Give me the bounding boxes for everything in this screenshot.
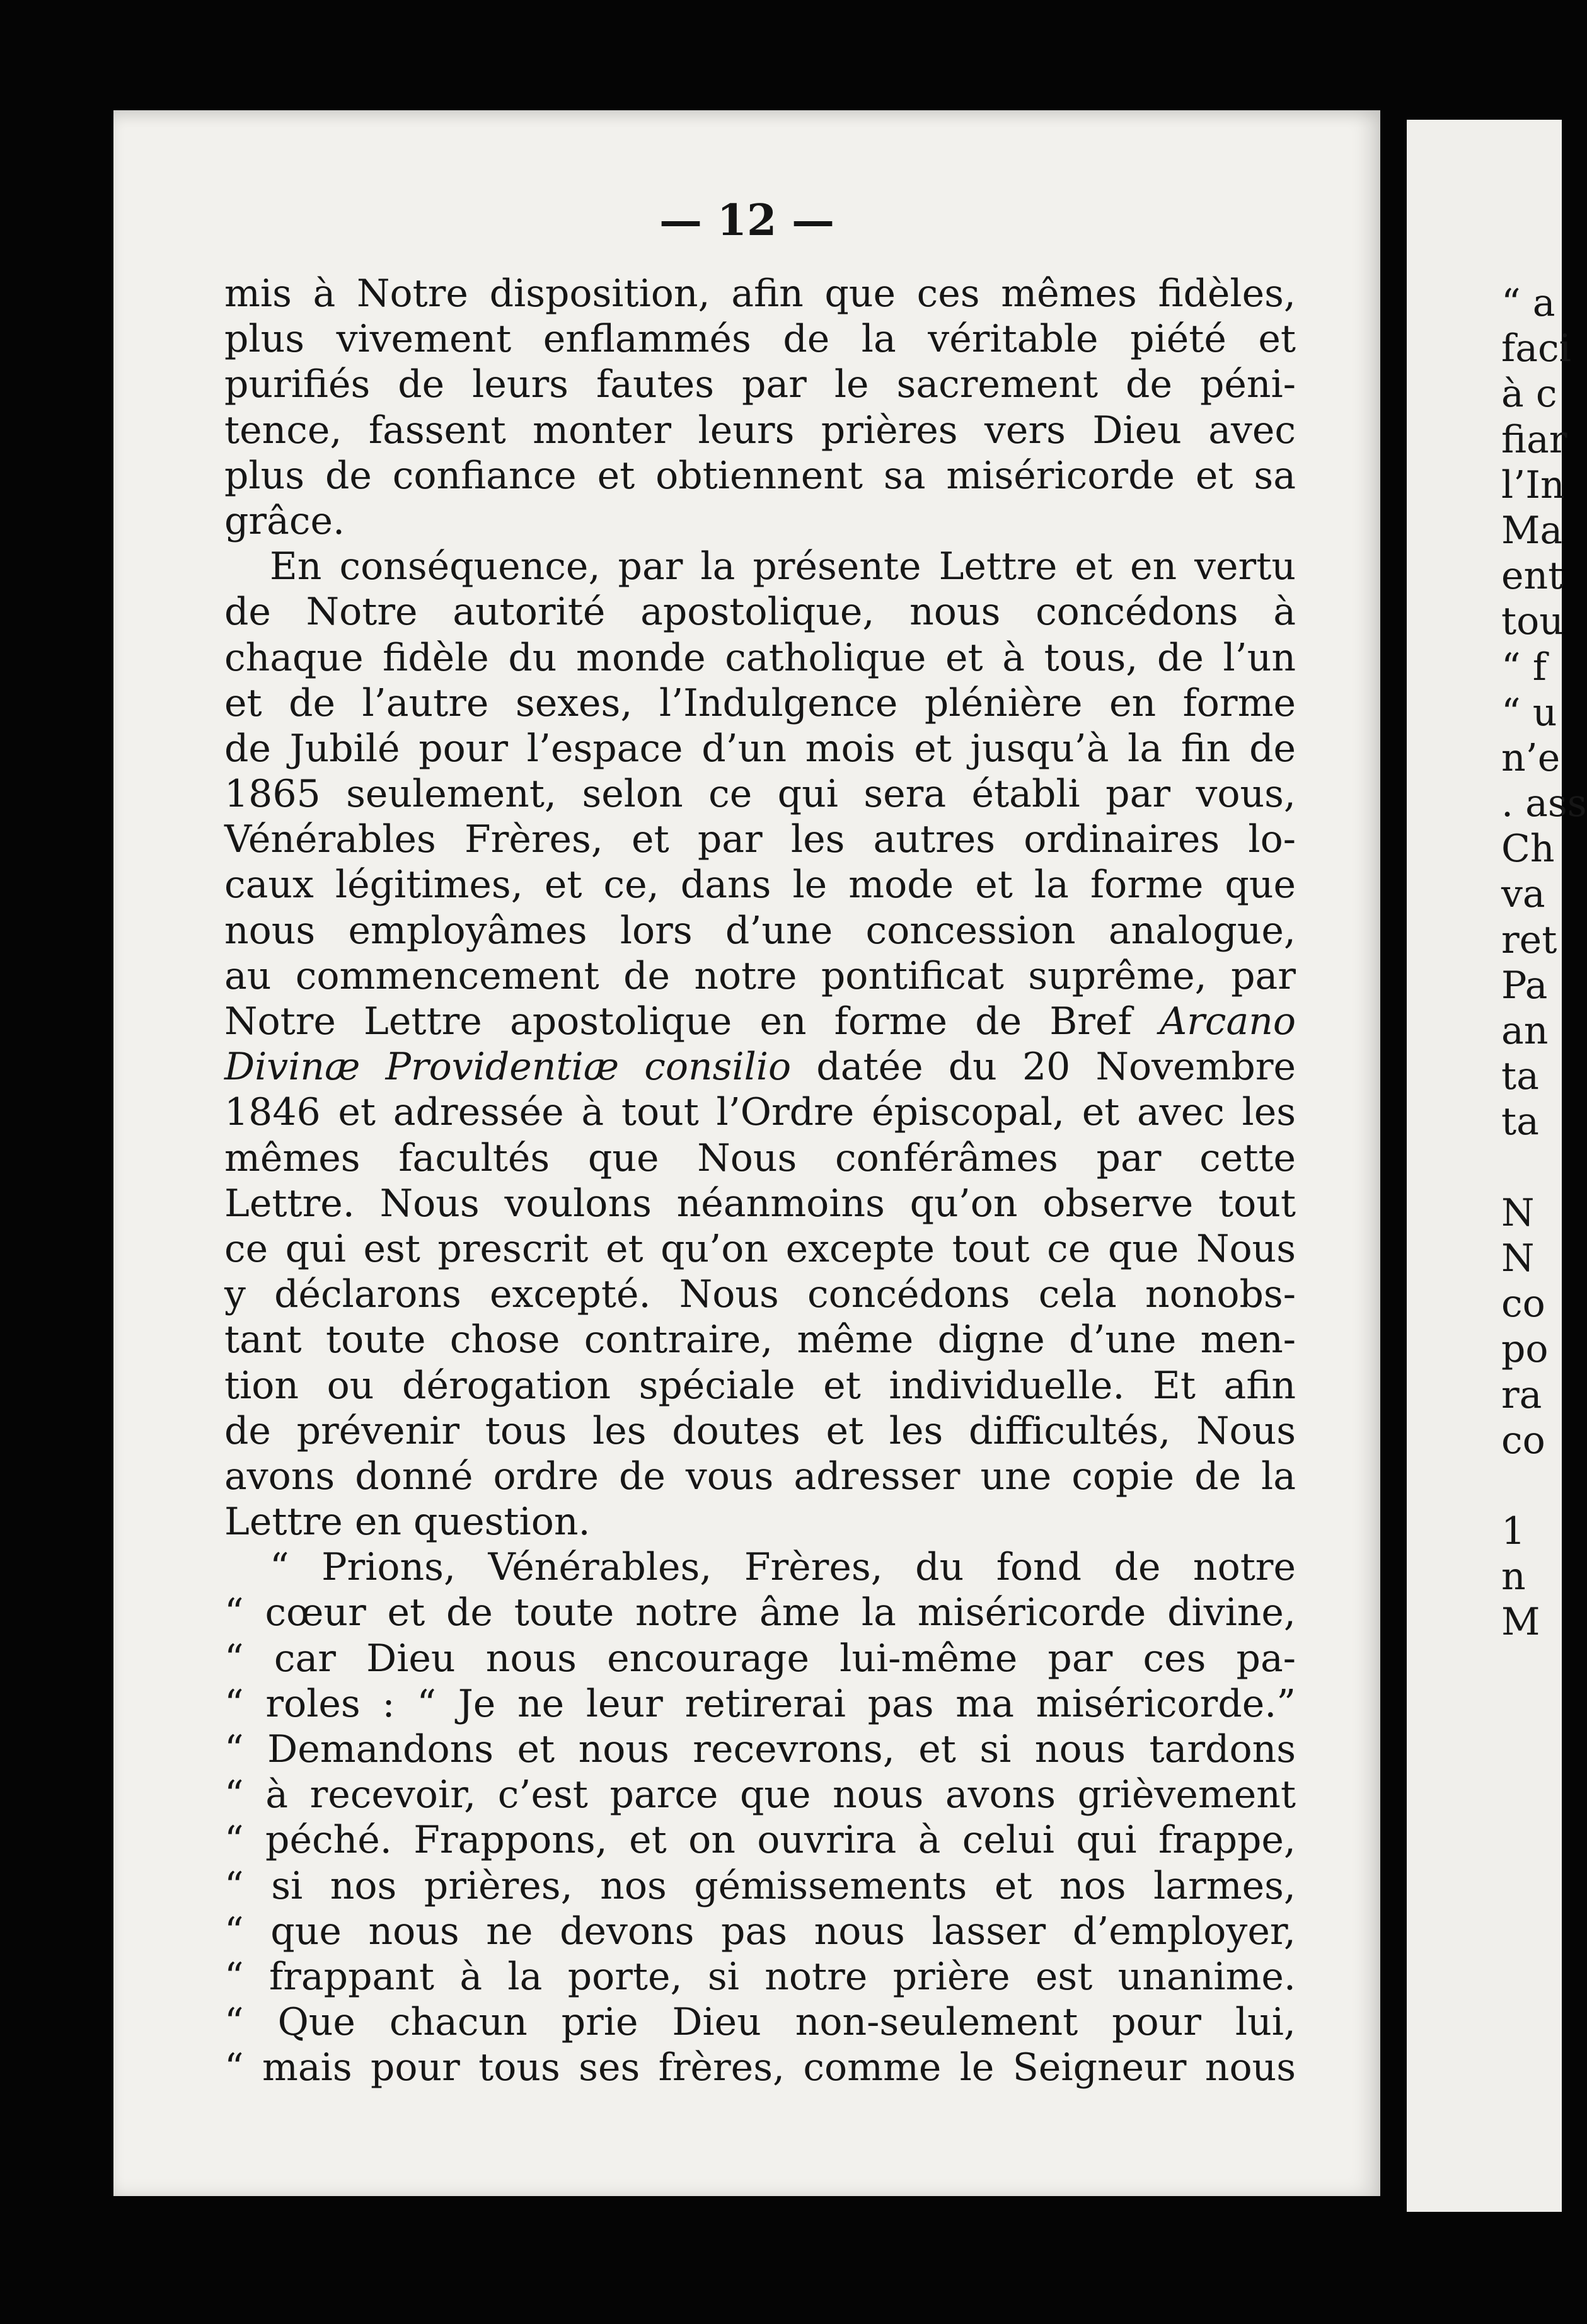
- text-line: [224, 1681, 1296, 1727]
- text-line: [224, 817, 1296, 862]
- line-text: “ Prions, Vénérables, Frères, du fond de notre: [270, 1545, 1296, 1590]
- line-text: nous employâmes lors d’une concession analogue,: [224, 908, 1296, 953]
- fragment-line: ta: [1501, 1054, 1539, 1099]
- line-text: mêmes facultés que Nous conférâmes par cette: [224, 1136, 1296, 1180]
- text-line: [224, 1044, 1296, 1090]
- line-text: avons donné ordre de vous adresser une copie de la: [224, 1454, 1296, 1499]
- text-line: [224, 453, 1296, 498]
- text-line: [224, 589, 1296, 635]
- text-line: [224, 1590, 1296, 1635]
- fragment-line: à c: [1501, 372, 1557, 417]
- line-text: 1846 et adressée à tout l’Ordre épiscopal, et avec les: [224, 1090, 1296, 1135]
- text-line: [224, 1817, 1296, 1863]
- line-text: de prévenir tous les doutes et les difficultés, Nous: [224, 1408, 1296, 1453]
- line-text: tant toute chose contraire, même digne d’une men-: [224, 1318, 1296, 1362]
- line-text: En conséquence, par la présente Lettre et en vertu: [270, 544, 1296, 589]
- text-line: [224, 1181, 1296, 1226]
- fragment-line: co: [1501, 1418, 1545, 1463]
- text-line: [224, 316, 1296, 362]
- line-text: et de l’autre sexes, l’Indulgence plénière en forme: [224, 681, 1296, 725]
- text-line: [224, 1408, 1296, 1454]
- text-line: [224, 999, 1296, 1044]
- text-line: [224, 1863, 1296, 1909]
- text-line: [224, 635, 1296, 681]
- line-text: purifiés de leurs fautes par le sacrement de péni-: [224, 362, 1296, 407]
- text-line: [224, 1226, 1296, 1272]
- fragment-line: ent: [1501, 554, 1564, 599]
- fragment-line: “ f: [1501, 645, 1547, 689]
- fragment-line: an: [1501, 1009, 1549, 1053]
- text-line: [224, 1999, 1296, 2045]
- line-text: Notre Lettre apostolique en forme de Bref: [224, 999, 1160, 1044]
- text-line: [224, 544, 1296, 589]
- line-text: “ que nous ne devons pas nous lasser d’employer,: [224, 1909, 1296, 1953]
- text-line: [224, 953, 1296, 999]
- fragment-line: Pa: [1501, 963, 1548, 1008]
- line-text: Lettre. Nous voulons néanmoins qu’on observe tout: [224, 1181, 1296, 1226]
- line-text: “ Demandons et nous recevrons, et si nous tardons: [224, 1727, 1296, 1771]
- fragment-line: fiar: [1501, 417, 1567, 462]
- fragment-line: . ass: [1501, 781, 1587, 826]
- line-text: tence, fassent monter leurs prières vers Dieu avec: [224, 408, 1296, 452]
- text-line: [224, 362, 1296, 407]
- fragment-line: ta: [1501, 1100, 1539, 1144]
- line-text: Vénérables Frères, et par les autres ordinaires lo-: [224, 817, 1296, 862]
- text-line: [224, 1317, 1296, 1362]
- fragment-line: Ch: [1501, 827, 1555, 872]
- text-line: [224, 862, 1296, 907]
- line-text: “ si nos prières, nos gémissements et nos larmes,: [224, 1863, 1296, 1908]
- line-text: au commencement de notre pontificat suprême, par: [224, 953, 1296, 998]
- line-text: tion ou dérogation spéciale et individuelle. Et afin: [224, 1363, 1296, 1408]
- line-text: “ cœur et de toute notre âme la miséricorde divine,: [224, 1591, 1296, 1635]
- page-number: — 12 —: [659, 195, 834, 246]
- line-text: ce qui est prescrit et qu’on excepte tout ce que Nous: [224, 1226, 1296, 1271]
- fragment-line: “ a: [1501, 281, 1555, 325]
- line-text: caux légitimes, et ce, dans le mode et la forme que: [224, 863, 1296, 907]
- text-line: [224, 2045, 1296, 2090]
- text-line: [224, 1272, 1296, 1317]
- text-line: [224, 726, 1296, 771]
- text-line: [224, 1545, 1296, 1590]
- line-text: “ à recevoir, c’est parce que nous avons grièvement: [224, 1773, 1296, 1817]
- line-text: “ Que chacun prie Dieu non-seulement pour lui,: [224, 2000, 1296, 2045]
- fragment-line: M: [1501, 1600, 1540, 1645]
- body-text: [224, 271, 1296, 2091]
- fragment-line: ra: [1501, 1372, 1542, 1417]
- line-text: de Notre autorité apostolique, nous concédons à: [224, 590, 1296, 635]
- text-line: [224, 681, 1296, 726]
- line-text: grâce.: [224, 498, 345, 543]
- text-line: [224, 771, 1296, 817]
- fragment-line: n’e: [1501, 735, 1561, 780]
- text-line: [224, 498, 1296, 544]
- line-text: de Jubilé pour l’espace d’un mois et jusqu’à la fin de: [224, 726, 1296, 771]
- line-text: plus de confiance et obtiennent sa miséricorde et sa: [224, 453, 1296, 498]
- fragment-line: faci: [1501, 326, 1571, 371]
- text-line: [224, 271, 1296, 316]
- right-page-text: [1501, 280, 1587, 1645]
- line-text: datée du 20 Novembre: [791, 1045, 1296, 1090]
- text-line: [224, 1727, 1296, 1772]
- line-text: “ roles : “ Je ne leur retirerai pas ma miséricorde.”: [224, 1681, 1296, 1726]
- text-line: [224, 1909, 1296, 1954]
- fragment-line: [1501, 1145, 1587, 1190]
- line-text: Lettre en question.: [224, 1500, 591, 1545]
- fragment-line: N: [1501, 1236, 1535, 1280]
- line-text: chaque fidèle du monde catholique et à tous, de l’un: [224, 635, 1296, 680]
- line-text: “ car Dieu nous encourage lui-même par ces pa-: [224, 1636, 1296, 1681]
- text-line: [224, 1363, 1296, 1408]
- fragment-line: ret: [1501, 918, 1557, 962]
- text-line: [224, 1772, 1296, 1817]
- fragment-line: co: [1501, 1282, 1545, 1326]
- text-line: [224, 1454, 1296, 1499]
- fragment-line: po: [1501, 1327, 1549, 1372]
- text-line: [224, 1136, 1296, 1181]
- italic-title: Arcano: [1159, 999, 1296, 1044]
- fragment-line: N: [1501, 1190, 1535, 1235]
- text-line: [224, 1954, 1296, 1999]
- text-line: [224, 1499, 1296, 1545]
- line-text: “ péché. Frappons, et on ouvrira à celui qui frappe,: [224, 1818, 1296, 1863]
- line-text: “ mais pour tous ses frères, comme le Seigneur nous: [224, 2045, 1296, 2090]
- left-page: [113, 110, 1380, 2196]
- text-line: [224, 908, 1296, 953]
- line-text: plus vivement enflammés de la véritable piété et: [224, 317, 1296, 362]
- fragment-line: tou: [1501, 599, 1564, 644]
- line-text: 1865 seulement, selon ce qui sera établi par vous,: [224, 772, 1296, 817]
- fragment-line: l’In: [1501, 463, 1565, 507]
- fragment-line: va: [1501, 872, 1545, 917]
- fragment-line: n: [1501, 1555, 1526, 1599]
- text-line: [224, 1090, 1296, 1135]
- fragment-line: “ u: [1501, 690, 1557, 735]
- fragment-line: [1501, 1463, 1587, 1509]
- fragment-line: 1: [1501, 1509, 1526, 1554]
- line-text: mis à Notre disposition, afin que ces mêmes fidèles,: [224, 272, 1296, 316]
- text-line: [224, 408, 1296, 453]
- line-text: y déclarons excepté. Nous concédons cela nonobs-: [224, 1272, 1296, 1317]
- italic-title: Divinæ Providentiæ consilio: [224, 1045, 792, 1090]
- text-line: [224, 1636, 1296, 1681]
- line-text: “ frappant à la porte, si notre prière est unanime.: [224, 1954, 1296, 1999]
- right-page-fragment: [1407, 120, 1587, 2212]
- fragment-line: Ma: [1501, 508, 1563, 553]
